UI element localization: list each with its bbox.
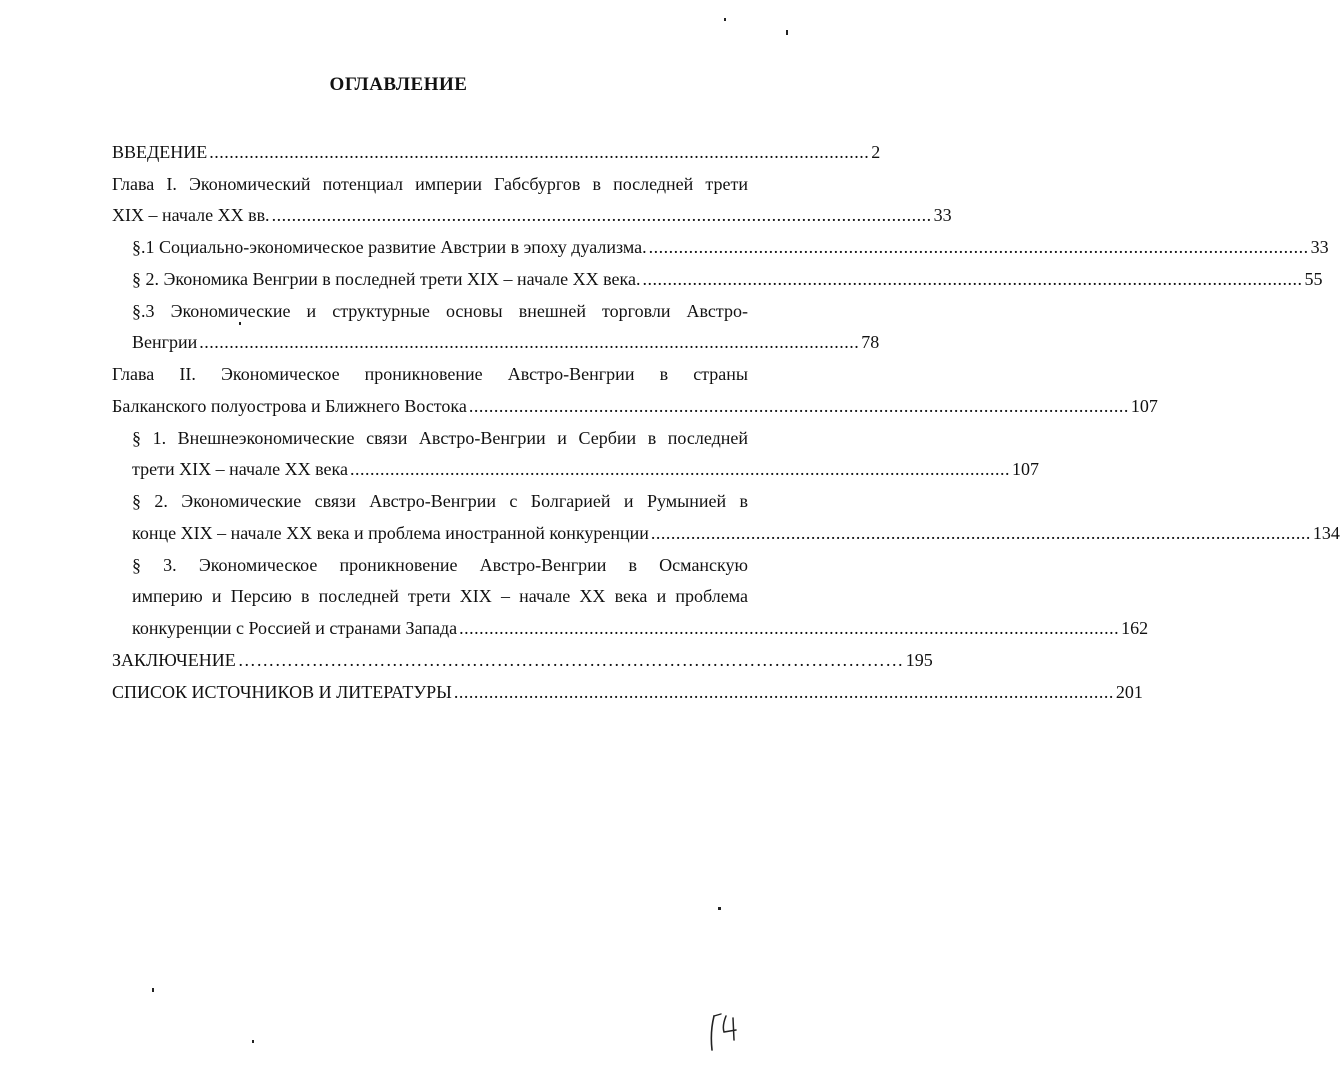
toc-entry-page: 201 [1115,682,1143,702]
toc-entry-introduction[interactable] [112,140,881,164]
toc-entry-title: ЗАКЛЮЧЕНИЕ [112,650,236,670]
dot-leader: ……………………………………………………………………………………………… [237,650,904,670]
dot-leader: .................................................................................................................................... [650,523,1311,543]
scan-speck [786,30,788,35]
scan-speck [252,1040,254,1043]
toc-entry-title: СПИСОК ИСТОЧНИКОВ И ЛИТЕРАТУРЫ [112,682,452,702]
toc-entry-page: 33 [933,205,952,225]
dot-leader: .................................................................................................................................... [453,682,1114,702]
scan-speck [724,18,726,21]
toc-entry-page: 2 [871,142,881,162]
scan-speck [718,907,721,910]
toc-entry-conclusion[interactable] [112,648,933,672]
toc-entry-page: 195 [905,650,933,670]
scan-speck [239,322,241,325]
toc-entry-title: § 2. Экономика Венгрии в последней трети XIX – начале XX века. [132,269,641,289]
toc-entry-page: 78 [861,332,880,352]
dot-leader: .................................................................................................................................... [459,618,1120,638]
toc-entry-title: Венгрии [132,332,198,352]
dot-leader: .................................................................................................................................... [648,237,1309,257]
toc-entry-title: XIX – начале XX вв. [112,205,270,225]
toc-entry-page: 107 [1011,459,1039,479]
scan-speck [152,988,154,992]
page-title: ОГЛАВЛЕНИЕ [329,74,468,95]
dot-leader: .................................................................................................................................... [271,205,932,225]
toc-entry-section-2-2-line1[interactable]: § 2. Экономические связи Австро-Венгрии с Болгарией и Румынией в [132,491,748,511]
toc-entry-chapter-1-line1[interactable]: Глава I. Экономический потенциал империи Габсбургов в последней трети [112,174,748,194]
toc-entry-title: трети XIX – начале XX века [132,459,348,479]
toc-entry-section-1-1[interactable] [132,235,1329,259]
toc-entry-chapter-2-line1[interactable]: Глава II. Экономическое проникновение Австро-Венгрии в страны [112,364,748,384]
toc-entry-title: §.1 Социально-экономическое развитие Австрии в эпоху дуализма. [132,237,647,257]
dot-leader: .................................................................................................................................... [349,459,1010,479]
toc-entry-bibliography[interactable] [112,680,1143,704]
toc-entry-section-2-3-line2[interactable]: империю и Персию в последней трети XIX – начале XX века и проблема [132,586,748,606]
toc-entry-title: Балканского полуострова и Ближнего Востока [112,396,467,416]
toc-entry-title: ВВЕДЕНИЕ [112,142,208,162]
toc-entry-chapter-2[interactable] [112,394,1158,418]
toc-entry-section-2-3[interactable] [132,616,1149,640]
toc-entry-page: 107 [1130,396,1158,416]
toc-entry-page: 33 [1310,237,1329,257]
toc-entry-title: конце XIX – начале XX века и проблема иностранной конкуренции [132,523,649,543]
toc-entry-page: 134 [1312,523,1340,543]
dot-leader: .................................................................................................................................... [199,332,860,352]
toc-entry-section-2-3-line1[interactable]: § 3. Экономическое проникновение Австро-Венгрии в Османскую [132,555,748,575]
toc-entry-section-1-3-line1[interactable]: §.3 Экономические и структурные основы внешней торговли Австро- [132,301,748,321]
handwritten-page-mark [706,1010,746,1054]
toc-entry-page: 162 [1121,618,1149,638]
dot-leader: .................................................................................................................................... [642,269,1303,289]
dot-leader: .................................................................................................................................... [209,142,870,162]
toc-entry-section-1-2[interactable] [132,267,1323,291]
toc-entry-section-2-1-line1[interactable]: § 1. Внешнеэкономические связи Австро-Венгрии и Сербии в последней [132,428,748,448]
toc-entry-title: конкуренции с Россией и странами Запада [132,618,458,638]
toc-entry-section-1-3[interactable] [132,330,880,354]
toc-entry-chapter-1[interactable] [112,203,952,227]
toc-entry-page: 55 [1304,269,1323,289]
dot-leader: .................................................................................................................................... [468,396,1129,416]
toc-entry-section-2-1[interactable] [132,457,1039,481]
toc-entry-section-2-2[interactable] [132,521,1340,545]
